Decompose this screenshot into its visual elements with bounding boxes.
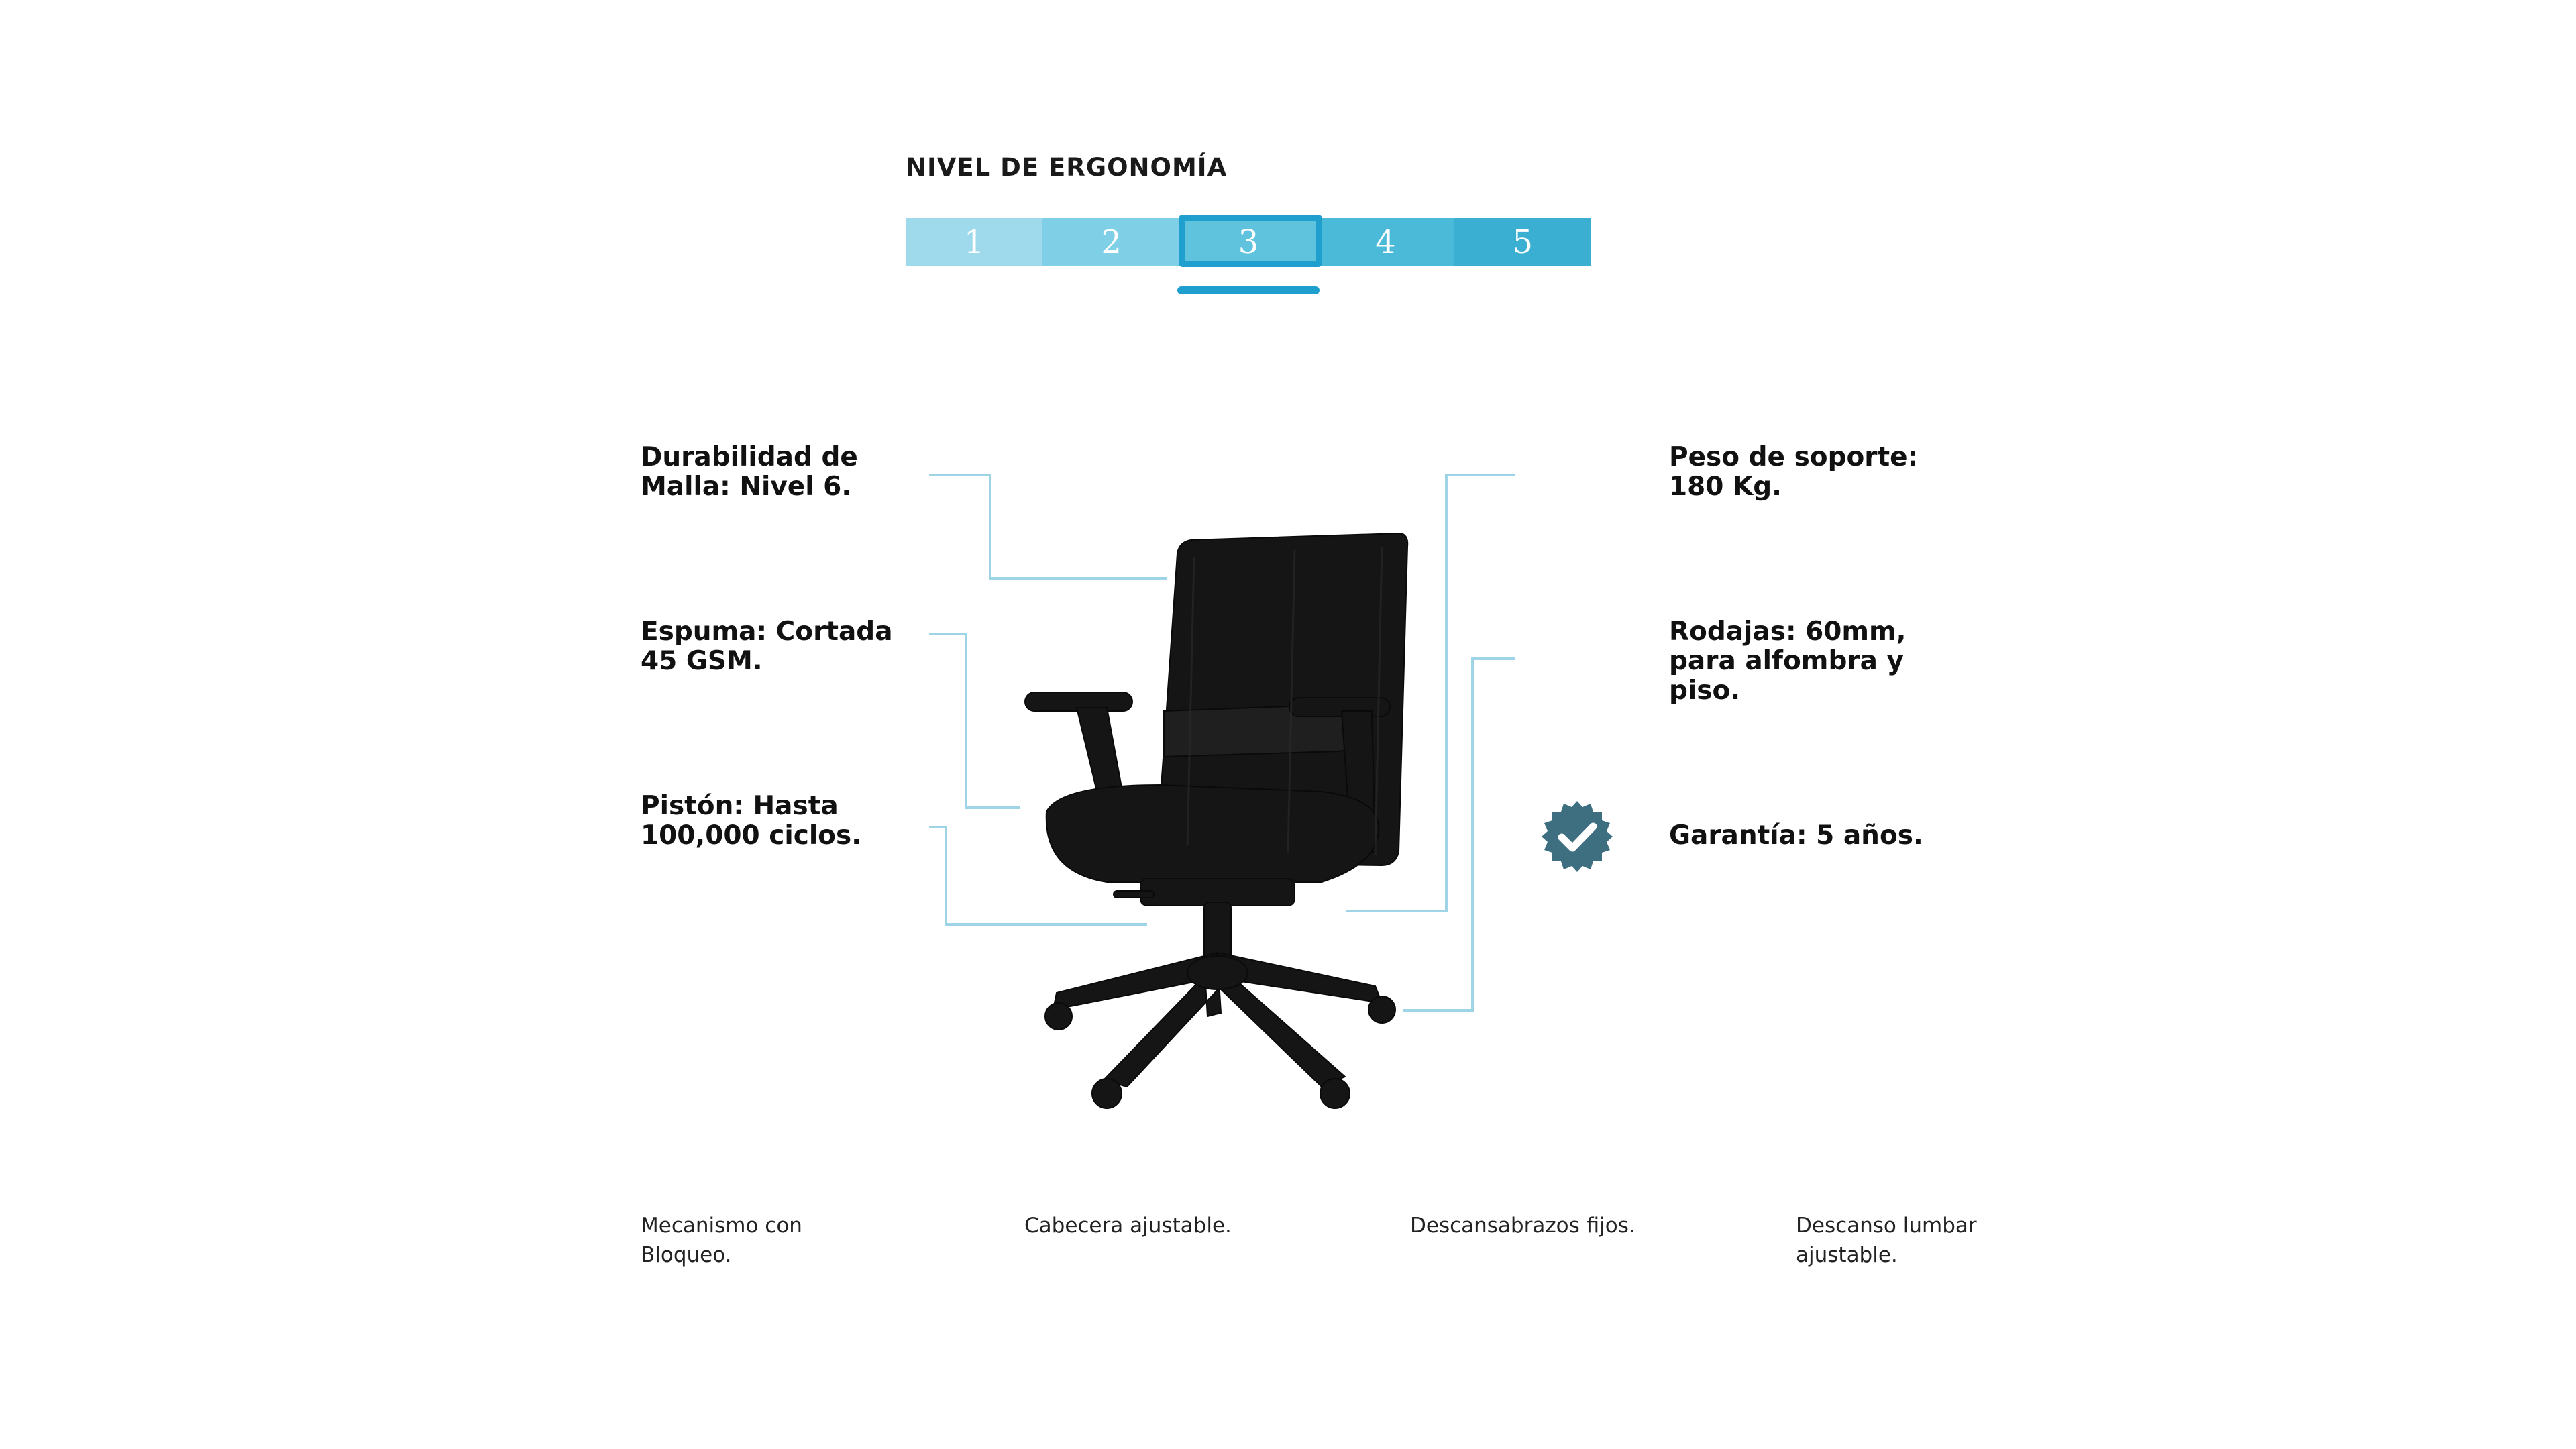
spec-mesh-durability: Durabilidad de Malla: Nivel 6.	[641, 442, 858, 502]
ergonomics-level-2: 2	[1042, 218, 1179, 266]
feature-lock-mechanism: Mecanismo con Bloqueo.	[641, 1214, 802, 1267]
ergonomics-level-3: 3	[1180, 218, 1317, 266]
ergonomics-level-1: 1	[906, 218, 1042, 266]
spec-support-weight: Peso de soporte: 180 Kg.	[1669, 442, 1919, 502]
spec-foam: Espuma: Cortada 45 GSM.	[641, 616, 893, 676]
ergonomics-level-4: 4	[1317, 218, 1454, 266]
spec-warranty: Garantía: 5 años.	[1669, 820, 1923, 851]
check-badge-icon	[1540, 800, 1614, 873]
chair-right-armrest-pad	[1289, 698, 1390, 716]
spec-casters: Rodajas: 60mm, para alfombra y piso.	[1669, 616, 1907, 706]
ergonomics-title: NIVEL DE ERGONOMÍA	[906, 153, 1228, 182]
chair-caster	[1320, 1079, 1350, 1108]
feature-adjustable-lumbar: Descanso lumbar ajustable.	[1796, 1214, 1977, 1267]
ergonomics-level-5: 5	[1454, 218, 1591, 266]
office-chair-image	[1006, 517, 1422, 1120]
chair-caster	[1092, 1079, 1122, 1108]
feature-fixed-armrests: Descansabrazos fijos.	[1410, 1214, 1635, 1238]
feature-adjustable-headrest: Cabecera ajustable.	[1024, 1214, 1232, 1238]
chair-seat	[1046, 785, 1379, 882]
spec-piston: Pistón: Hasta 100,000 ciclos.	[641, 791, 862, 851]
chair-caster	[1045, 1003, 1072, 1030]
chair-caster	[1368, 996, 1395, 1023]
